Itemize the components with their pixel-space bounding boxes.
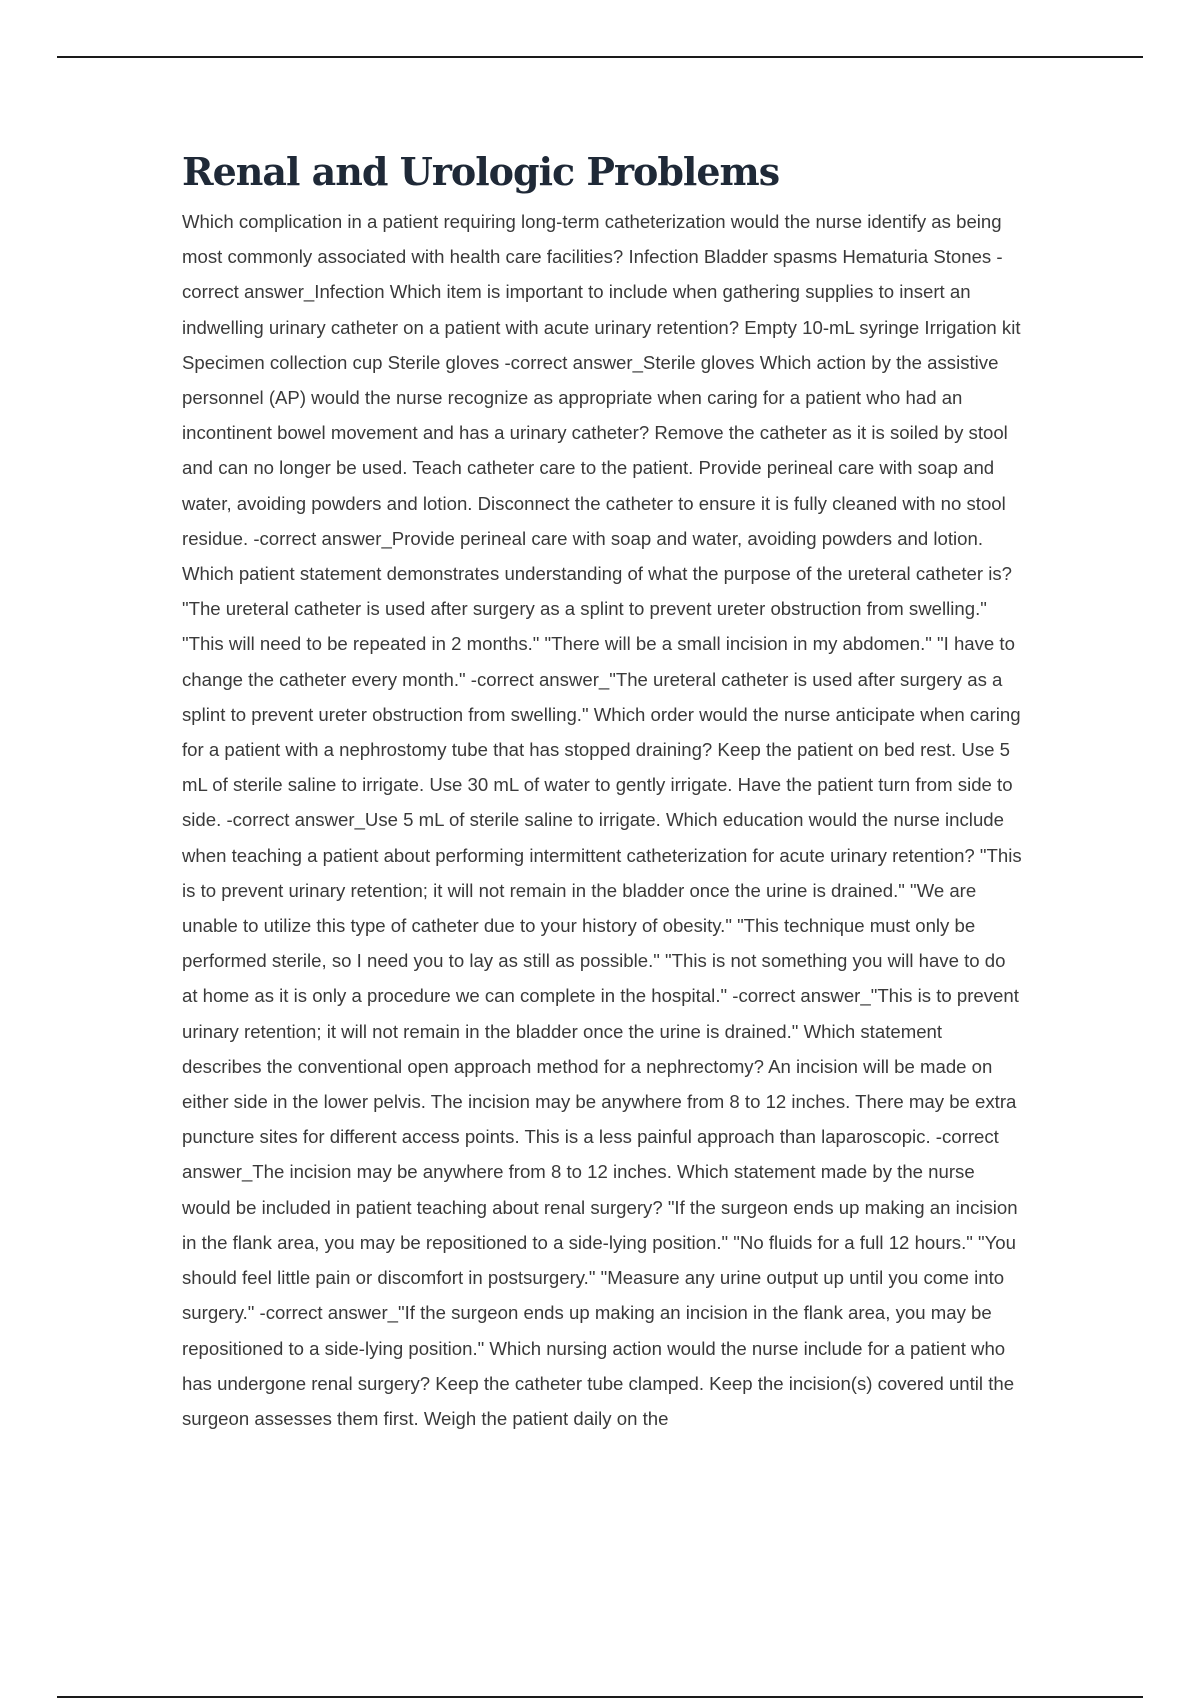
document-page bbox=[182, 148, 1022, 1436]
document-title: Renal and Urologic Problems bbox=[182, 149, 780, 194]
page-bottom-rule bbox=[57, 1696, 1143, 1698]
page-top-rule bbox=[57, 56, 1143, 58]
document-body-text: Which complication in a patient requiring long-term catheterization would the nurse identify as being most commonly associated with health care facilities? Infection Bladder spasms Hematuria Stones -correct answer_Infection Which item is important to include when gathering supplies to insert an indwelling urinary catheter on a patient with acute urinary retention? Empty 10-mL syringe Irrigation kit Specimen collection cup Sterile gloves -correct answer_Sterile gloves Which action by the assistive personnel (AP) would the nurse recognize as appropriate when caring for a patient who had an incontinent bowel movement and has a urinary catheter? Remove the catheter as it is soiled by stool and can no longer be used. Teach catheter care to the patient. Provide perineal care with soap and water, avoiding powders and lotion. Disconnect the catheter to ensure it is fully cleaned with no stool residue. -correct answer_Provide perineal care with soap and water, avoiding powders and lotion. Which patient statement demonstrates understanding of what the purpose of the ureteral catheter is? "The ureteral catheter is used after surgery as a splint to prevent ureter obstruction from swelling." "This will need to be repeated in 2 months." "There will be a small incision in my abdomen." "I have to change the catheter every month." -correct answer_"The ureteral catheter is used after surgery as a splint to prevent ureter obstruction from swelling." Which order would the nurse anticipate when caring for a patient with a nephrostomy tube that has stopped draining? Keep the patient on bed rest. Use 5 mL of sterile saline to irrigate. Use 30 mL of water to gently irrigate. Have the patient turn from side to side. -correct answer_Use 5 mL of sterile saline to irrigate. Which education would the nurse include when teaching a patient about performing intermittent catheterization for acute urinary retention? "This is to prevent urinary retention; it will not remain in the bladder once the urine is drained." "We are unable to utilize this type of catheter due to your history of obesity." "This technique must only be performed sterile, so I need you to lay as still as possible." "This is not something you will have to do at home as it is only a procedure we can complete in the hospital." -correct answer_"This is to prevent urinary retention; it will not remain in the bladder once the urine is drained." Which statement describes the conventional open approach method for a nephrectomy? An incision will be made on either side in the lower pelvis. The incision may be anywhere from 8 to 12 inches. There may be extra puncture sites for different access points. This is a less painful approach than laparoscopic. -correct answer_The incision may be anywhere from 8 to 12 inches. Which statement made by the nurse would be included in patient teaching about renal surgery? "If the surgeon ends up making an incision in the flank area, you may be repositioned to a side-lying position." "No fluids for a full 12 hours." "You should feel little pain or discomfort in postsurgery." "Measure any urine output up until you come into surgery." -correct answer_"If the surgeon ends up making an incision in the flank area, you may be repositioned to a side-lying position." Which nursing action would the nurse include for a patient who has undergone renal surgery? Keep the catheter tube clamped. Keep the incision(s) covered until the surgeon assesses them first. Weigh the patient daily on the bbox=[182, 211, 1022, 1429]
